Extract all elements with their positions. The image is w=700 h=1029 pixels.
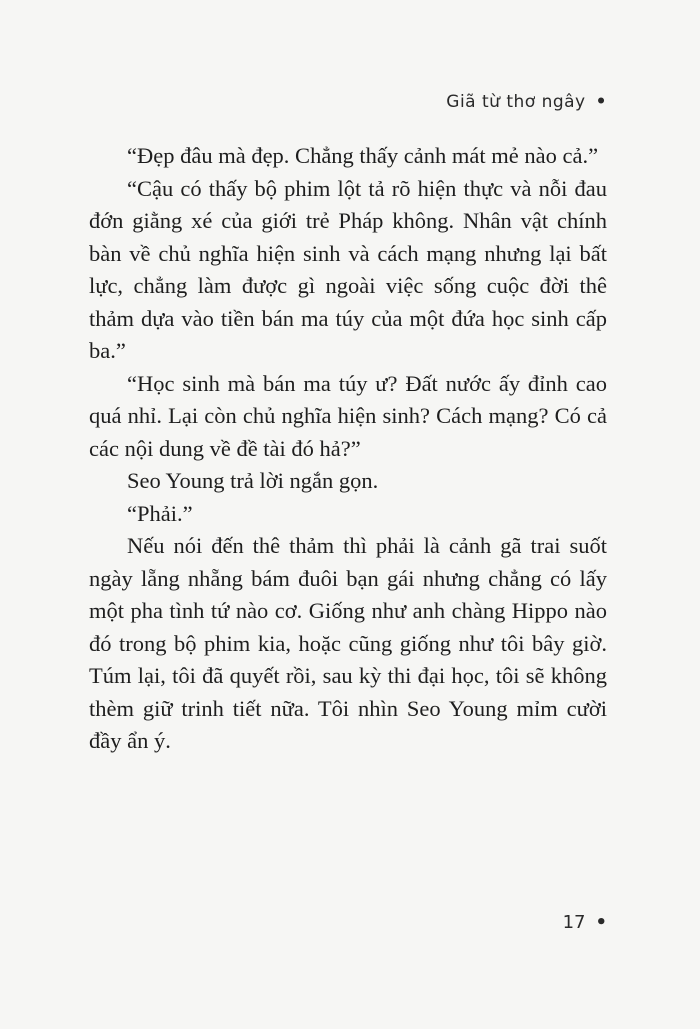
running-header — [446, 92, 607, 112]
body-text — [89, 140, 607, 758]
paragraph: Seo Young trả lời ngắn gọn. — [127, 468, 379, 493]
paragraph: “Cậu có thấy bộ phim lột tả rõ hiện thực và nỗi đau đớn giằng xé của giới trẻ Pháp không. Nhân vật chính bàn về chủ nghĩa hiện sinh và cách mạng nhưng lại bất lực, chẳng làm được gì ngoài việc sống cuộc đời thê thảm dựa vào tiền bán ma túy của một đứa học sinh cấp ba.” — [89, 175, 607, 363]
paragraph: “Học sinh mà bán ma túy ư? Đất nước ấy đỉnh cao quá nhỉ. Lại còn chủ nghĩa hiện sinh? Cách mạng? Có cả các nội dung về đề tài đó hả?” — [89, 370, 607, 461]
footer-bullet: • — [595, 912, 607, 933]
paragraph: “Phải.” — [127, 500, 193, 526]
header-bullet: • — [595, 92, 607, 112]
paragraph: Nếu nói đến thê thảm thì phải là cảnh gã trai suốt ngày lẵng nhẵng bám đuôi bạn gái nhưng chẳng có lấy một pha tình tứ nào cơ. Giống như anh chàng Hippo nào đó trong bộ phim kia, hoặc cũng giống như tôi bây giờ. Túm lại, tôi đã quyết rồi, sau kỳ thi đại học, tôi sẽ không thèm giữ trinh tiết nữa. Tôi nhìn Seo Young mỉm cười đầy ẩn ý. — [89, 533, 607, 753]
running-title: Giã từ thơ ngây — [446, 92, 586, 112]
page-number — [563, 912, 607, 933]
page-number-value: 17 — [562, 912, 586, 933]
paragraph: “Đẹp đâu mà đẹp. Chẳng thấy cảnh mát mẻ nào cả.” — [127, 143, 599, 168]
